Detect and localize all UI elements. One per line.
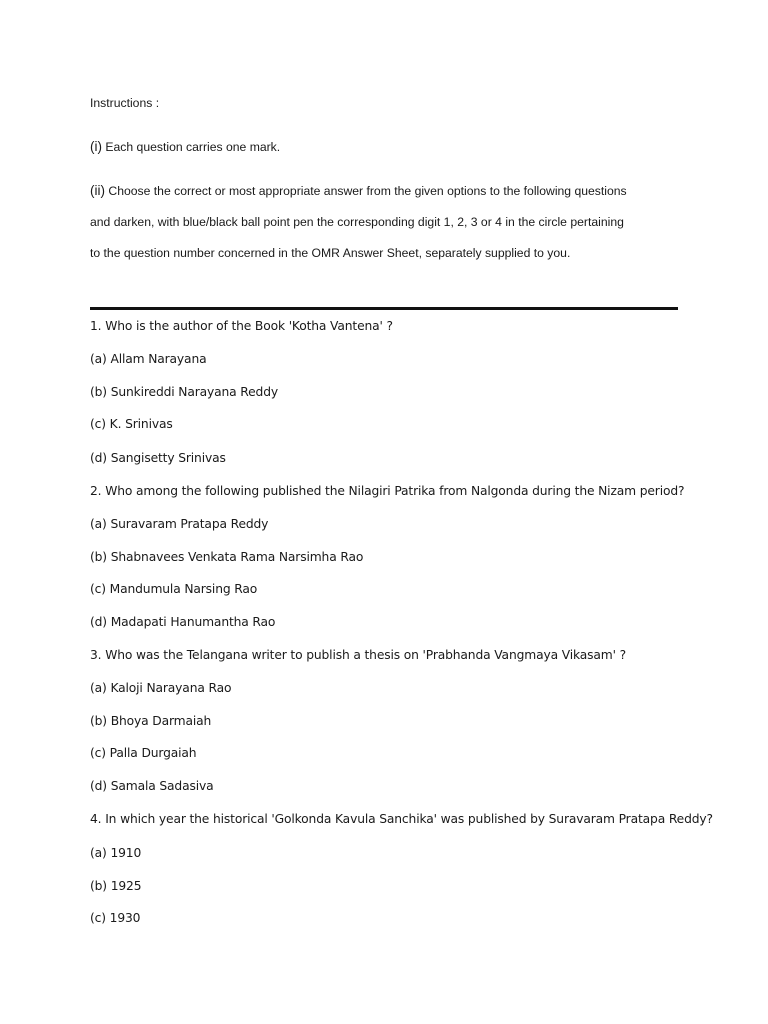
question-4-option-c: (c) 1930 bbox=[90, 911, 141, 925]
question-3-option-b: (b) Bhoya Darmaiah bbox=[90, 714, 212, 728]
question-1-option-d: (d) Sangisetty Srinivas bbox=[90, 451, 226, 465]
question-1-text: 1. Who is the author of the Book 'Kotha Vantena' ? bbox=[90, 319, 393, 333]
question-2-text: 2. Who among the following published the Nilagiri Patrika from Nalgonda during the Nizam period? bbox=[90, 484, 685, 498]
question-1-option-b: (b) Sunkireddi Narayana Reddy bbox=[90, 385, 278, 399]
question-3-text: 3. Who was the Telangana writer to publish a thesis on 'Prabhanda Vangmaya Vikasam' ? bbox=[90, 648, 626, 662]
instruction-item-2-text: Choose the correct or most appropriate answer from the given options to the following questions bbox=[108, 184, 627, 198]
section-divider bbox=[90, 307, 678, 310]
exam-page bbox=[90, 0, 713, 1024]
question-4-option-b: (b) 1925 bbox=[90, 879, 142, 893]
question-1-option-a: (a) Allam Narayana bbox=[90, 352, 207, 366]
instruction-item-1 bbox=[90, 139, 280, 154]
question-2-option-c: (c) Mandumula Narsing Rao bbox=[90, 582, 258, 596]
question-4-option-a: (a) 1910 bbox=[90, 846, 142, 860]
question-3-option-d: (d) Samala Sadasiva bbox=[90, 779, 214, 793]
question-4-text: 4. In which year the historical 'Golkonda Kavula Sanchika' was published by Suravaram Pratapa Reddy? bbox=[90, 812, 713, 826]
question-1-option-c: (c) K. Srinivas bbox=[90, 417, 173, 431]
instruction-item-2-line-1 bbox=[90, 183, 627, 198]
instruction-item-1-number: (i) bbox=[90, 139, 102, 154]
instruction-item-2-line-2: and darken, with blue/black ball point pen the corresponding digit 1, 2, 3 or 4 in the circle pertaining bbox=[90, 215, 624, 229]
instruction-item-2-line-3: to the question number concerned in the OMR Answer Sheet, separately supplied to you. bbox=[90, 246, 571, 260]
question-2-option-d: (d) Madapati Hanumantha Rao bbox=[90, 615, 276, 629]
question-3-option-a: (a) Kaloji Narayana Rao bbox=[90, 681, 232, 695]
question-2-option-a: (a) Suravaram Pratapa Reddy bbox=[90, 517, 269, 531]
instruction-item-1-text: Each question carries one mark. bbox=[105, 140, 281, 154]
question-3-option-c: (c) Palla Durgaiah bbox=[90, 746, 197, 760]
instruction-item-2-number: (ii) bbox=[90, 183, 105, 198]
question-2-option-b: (b) Shabnavees Venkata Rama Narsimha Rao bbox=[90, 550, 364, 564]
instructions-heading: Instructions : bbox=[90, 96, 160, 110]
